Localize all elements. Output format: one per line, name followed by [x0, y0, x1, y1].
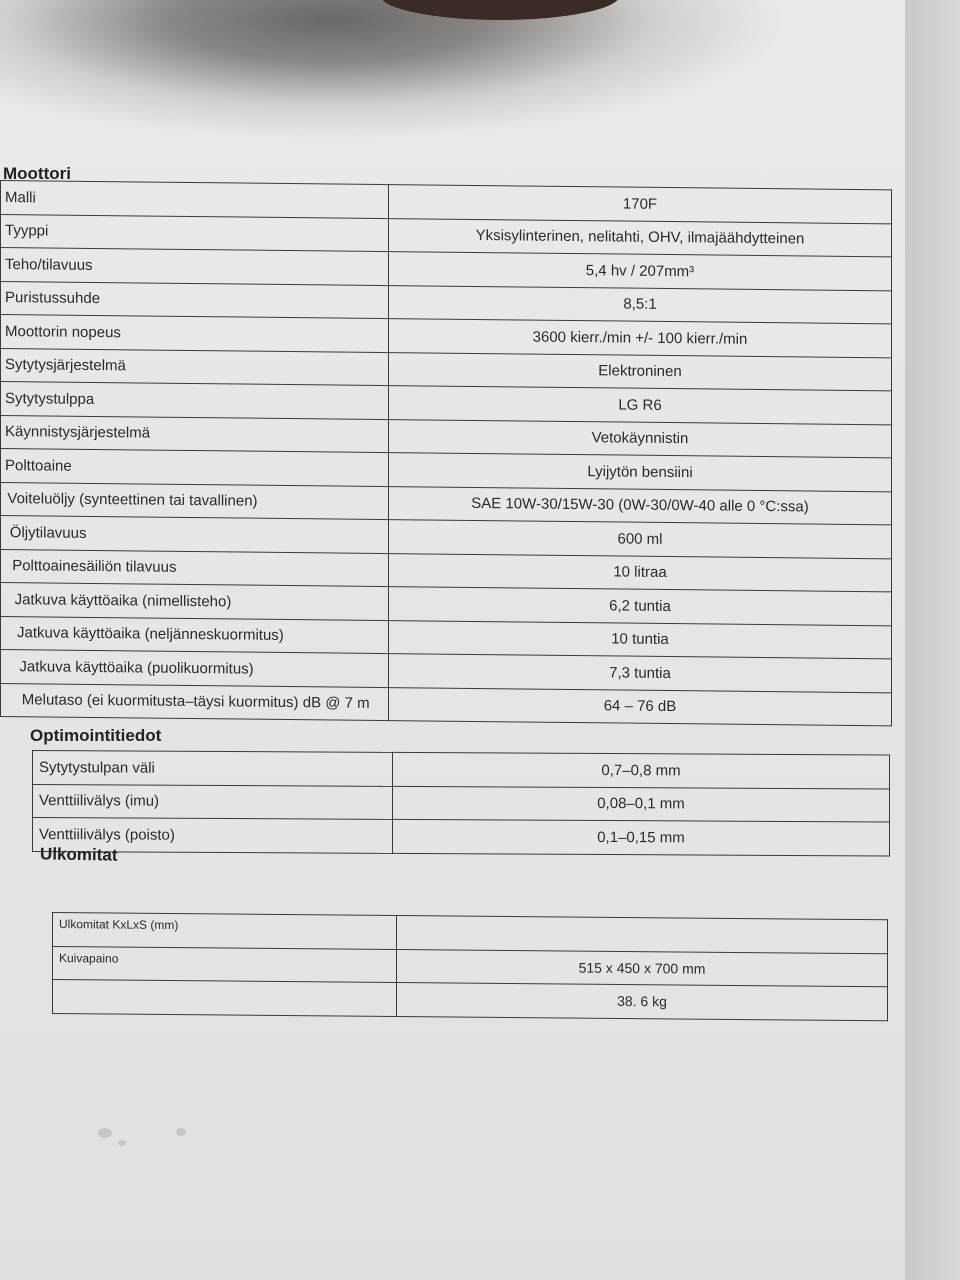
- section-title-moottori: Moottori: [3, 164, 71, 183]
- spec-label: Moottorin nopeus: [1, 315, 389, 353]
- spec-value: LG R6: [389, 386, 892, 425]
- paper-stain: [98, 1128, 112, 1138]
- spec-label: Sytytystulpan väli: [33, 751, 393, 786]
- spec-value: Yksisylinterinen, nelitahti, OHV, ilmajäähdytteinen: [389, 218, 892, 257]
- spec-label: Venttiilivälys (poisto): [33, 818, 393, 853]
- paper-stain: [176, 1128, 186, 1136]
- spec-label: Jatkuva käyttöaika (puolikuormitus): [1, 650, 389, 688]
- spec-value: 64 – 76 dB: [389, 687, 892, 726]
- spec-label: Polttoaine: [1, 449, 389, 487]
- spec-label: Sytytystulppa: [1, 382, 389, 420]
- table-row: [33, 751, 890, 789]
- paper-edge: [905, 0, 960, 1280]
- optimization-table: [32, 750, 890, 856]
- spec-value: 7,3 tuntia: [389, 654, 892, 693]
- spec-value: SAE 10W-30/15W-30 (0W-30/0W-40 alle 0 °C:ssa): [389, 486, 892, 525]
- spec-label: Sytytysjärjestelmä: [1, 348, 389, 386]
- spec-label: Jatkuva käyttöaika (neljänneskuormitus): [1, 616, 389, 654]
- spec-label: Käynnistysjärjestelmä: [1, 415, 389, 453]
- spec-value: 38. 6 kg: [397, 983, 888, 1021]
- spec-value: 8,5:1: [389, 285, 892, 324]
- spec-label: Ulkomitat KxLxS (mm): [53, 913, 397, 950]
- spec-label: [53, 980, 397, 1017]
- spec-value: 10 litraa: [389, 553, 892, 592]
- spec-value: 6,2 tuntia: [389, 587, 892, 626]
- spec-label: Malli: [1, 181, 389, 219]
- spec-value: 170F: [389, 185, 892, 224]
- engine-spec-table: [0, 180, 892, 726]
- spec-value: 3600 kierr./min +/- 100 kierr./min: [389, 319, 892, 358]
- spec-label: Öljytilavuus: [1, 516, 389, 554]
- spec-label: Jatkuva käyttöaika (nimellisteho): [1, 583, 389, 621]
- section-title-optimointitiedot: Optimointitiedot: [30, 726, 162, 745]
- photo-shadow: [0, 0, 905, 150]
- spec-value: Vetokäynnistin: [389, 419, 892, 458]
- table-row: [33, 784, 890, 822]
- section-title-ulkomitat: Ulkomitat: [39, 844, 118, 865]
- spec-value: 515 x 450 x 700 mm: [397, 949, 888, 987]
- paper-stain: [118, 1140, 126, 1146]
- spec-value: 10 tuntia: [389, 620, 892, 659]
- spec-label: Tyyppi: [1, 214, 389, 252]
- spec-value: 600 ml: [389, 520, 892, 559]
- spec-label: Melutaso (ei kuormitusta–täysi kuormitus) dB @ 7 m: [1, 683, 389, 721]
- spec-value: 0,7–0,8 mm: [393, 752, 890, 788]
- spec-value: 0,08–0,1 mm: [393, 786, 890, 822]
- spec-label: Puristussuhde: [1, 281, 389, 319]
- table-row: [53, 980, 888, 1021]
- spec-label: Teho/tilavuus: [1, 248, 389, 286]
- dimensions-table: [52, 912, 888, 1021]
- spec-value: 0,1–0,15 mm: [393, 819, 890, 855]
- spec-value: Elektroninen: [389, 352, 892, 391]
- spec-label: Voiteluöljy (synteettinen tai tavallinen): [1, 482, 389, 520]
- spec-label: Kuivapaino: [53, 946, 397, 983]
- spec-value: [397, 916, 888, 954]
- spec-label: Polttoainesäiliön tilavuus: [1, 549, 389, 587]
- spec-value: Lyijytön bensiini: [389, 453, 892, 492]
- table-row: [33, 818, 890, 856]
- spec-label: Venttiilivälys (imu): [33, 784, 393, 819]
- spec-value: 5,4 hv / 207mm³: [389, 252, 892, 291]
